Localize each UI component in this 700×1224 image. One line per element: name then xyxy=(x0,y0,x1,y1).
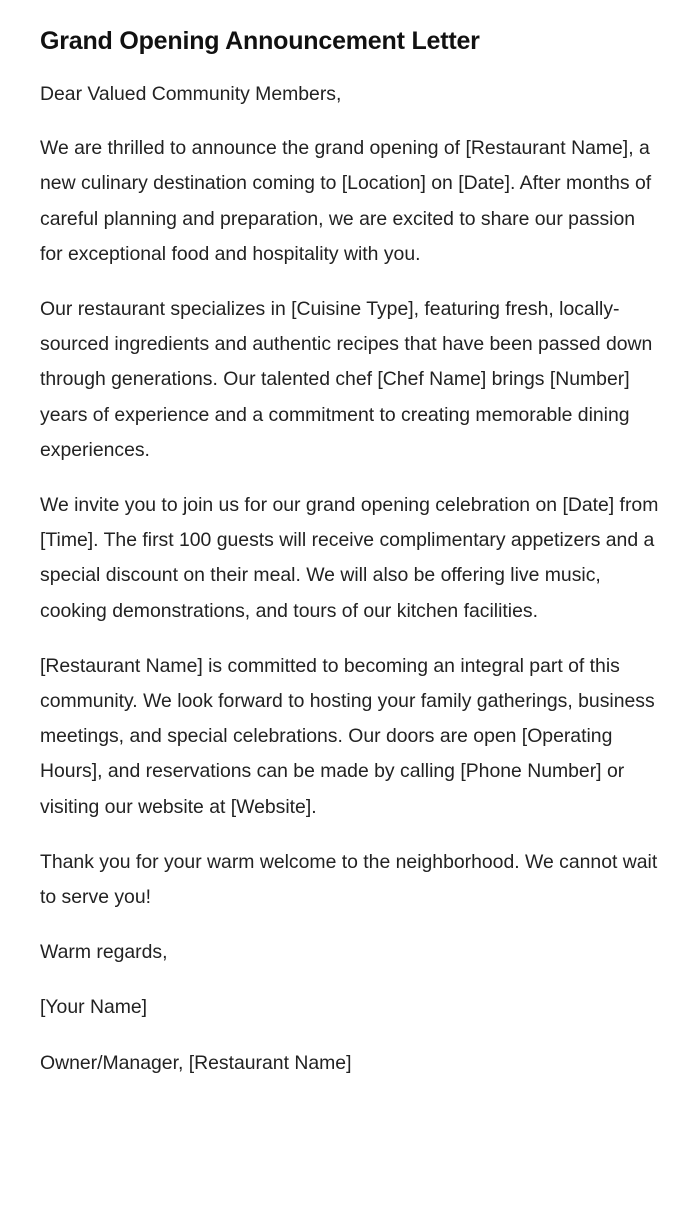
signature-name: [Your Name] xyxy=(40,996,148,1019)
body-paragraph-cuisine: Our restaurant specializes in [Cuisine Type], featuring fresh, locally-sourced ingredients and authentic recipes that have been passed down through generations. Our talented chef [Chef Name] brings [Number] years of experience and a commitment to creating memorable dining experiences. xyxy=(40,298,653,461)
body-paragraph-thanks: Thank you for your warm welcome to the neighborhood. We cannot wait to serve you! xyxy=(40,850,658,909)
body-paragraph-community: [Restaurant Name] is committed to becoming an integral part of this community. We look forward to hosting your family gatherings, business meetings, and special celebrations. Our doors are open [Operating Hours], and reservations can be made by calling [Phone Number] or visiting our website at [Website]. xyxy=(40,654,655,818)
body-paragraph-celebration: We invite you to join us for our grand opening celebration on [Date] from [Time]. The first 100 guests will receive complimentary appetizers and a special discount on their meal. We will also be offering live music, cooking demonstrations, and tours of our kitchen facilities. xyxy=(40,494,659,622)
letter-closing: Warm regards, xyxy=(40,941,168,964)
signature-title: Owner/Manager, [Restaurant Name] xyxy=(40,1051,352,1074)
letter-title: Grand Opening Announcement Letter xyxy=(40,27,480,55)
letter-salutation: Dear Valued Community Members, xyxy=(40,83,342,105)
body-paragraph-announcement: We are thrilled to announce the grand opening of [Restaurant Name], a new culinary destination coming to [Location] on [Date]. After months of careful planning and preparation, we are excited to share our passion for exceptional food and hospitality with you. xyxy=(40,137,652,265)
